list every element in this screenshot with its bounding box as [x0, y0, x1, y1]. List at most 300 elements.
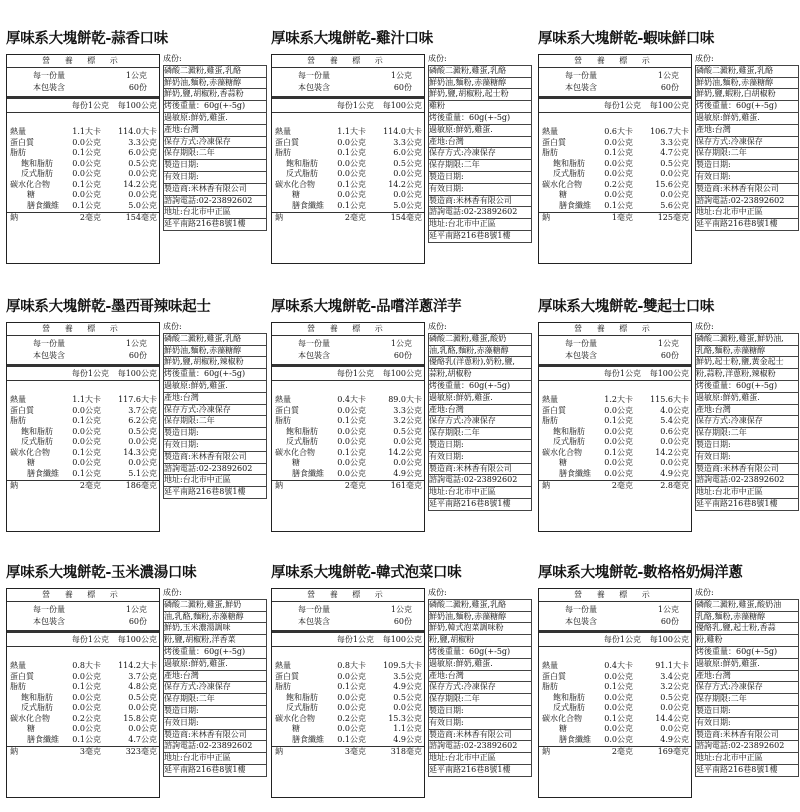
nutrient-name: 脂肪 — [542, 148, 558, 157]
column-header — [7, 99, 159, 113]
per-100g-header: 每100公克 — [649, 369, 689, 378]
ingredient-line: 保存方式:冷凍保存 — [428, 416, 532, 428]
serving-info — [539, 68, 691, 99]
per-100g-value: 89.0大卡 — [388, 395, 422, 404]
per-100g-value: 14.2公克 — [123, 179, 157, 189]
product-title: 厚味系大塊餅乾-品嚐洋蔥洋芋 — [271, 298, 462, 315]
per-serving-value: 1毫克 — [611, 213, 633, 222]
nutrient-row — [539, 672, 691, 683]
nutrient-row — [272, 469, 424, 480]
nutrient-row — [272, 159, 424, 170]
per-100g-header: 每100公克 — [382, 101, 422, 110]
ingredient-line: 鮮奶,鹽,胡椒粉,香蒜粉 — [163, 89, 267, 101]
ingredient-line: 過敏原:鮮奶,雞蛋. — [695, 393, 799, 405]
nutrient-name: 蛋白質 — [542, 671, 566, 681]
ingredient-line: 延平南路216巷8號1樓 — [163, 765, 267, 777]
ingredient-line: 製造商:米林香有限公司 — [163, 730, 267, 742]
nutrient-row — [539, 661, 691, 672]
serving-size-label: 每一份量 — [565, 605, 597, 614]
nutrient-name: 膳食纖維 — [292, 468, 324, 478]
per-100g-value: 114.0大卡 — [118, 127, 157, 136]
nutrient-name: 碳水化合物 — [10, 179, 50, 189]
serving-info — [272, 602, 424, 633]
ingredient-line: 磷酸二澱粉,雞蛋,乳酪 — [428, 599, 532, 612]
per-serving-value: 0.1公克 — [72, 682, 101, 691]
ingredient-line: 鮮奶,鹽,胡椒粉,起士粉 — [428, 89, 532, 101]
ingredient-line: 保存期限:二年 — [695, 694, 799, 706]
ingredient-line: 鮮奶油,麵粉,赤藻糖醇 — [428, 78, 532, 90]
per-100g-header: 每100公克 — [117, 369, 157, 378]
per-100g-value: 114.2大卡 — [118, 661, 157, 670]
servings-label: 本包裝含 — [565, 351, 597, 360]
per-100g-value: 5.0公克 — [128, 200, 157, 210]
servings-value: 60份 — [660, 617, 679, 626]
per-100g-value: 6.0公克 — [393, 148, 422, 157]
per-serving-value: 0.1公克 — [337, 200, 366, 210]
ingredient-line: 鮮奶油,麵粉,赤藻糖醇 — [428, 612, 532, 624]
ingredient-line: 保存期限:二年 — [695, 148, 799, 160]
servings-label: 本包裝含 — [565, 617, 597, 626]
per-100g-value: 0.6公克 — [660, 426, 689, 436]
ingredient-line: 諮詢電話:02-23892602 — [428, 741, 532, 753]
nutrient-name: 膳食纖維 — [292, 734, 324, 744]
nutrient-row — [539, 406, 691, 417]
nutrient-name: 膳食纖維 — [559, 468, 591, 478]
per-100g-value: 3.4公克 — [660, 671, 689, 681]
per-serving-value: 0.2公克 — [72, 713, 101, 723]
ingredient-line: 製造日期: — [428, 440, 532, 452]
nutrient-name: 蛋白質 — [10, 405, 34, 415]
ingredient-line: 鮮奶油,麵粉,赤藻糖醇 — [163, 78, 267, 90]
nutrient-name: 飽和脂肪 — [553, 692, 585, 702]
ingredient-line: 有效日期: — [163, 440, 267, 452]
per-serving-value: 0.1公克 — [604, 416, 633, 425]
ingredient-line: 製造日期: — [428, 706, 532, 718]
servings-value: 60份 — [660, 351, 679, 360]
nutrient-row — [539, 180, 691, 191]
ingredient-line: 成份: — [163, 588, 182, 597]
nutrient-name: 糖 — [559, 458, 567, 467]
per-100g-value: 0.5公克 — [128, 158, 157, 168]
ingredient-line: 製造日期: — [695, 160, 799, 172]
per-100g-value: 14.2公克 — [655, 447, 689, 457]
per-serving-value: 0.1公克 — [72, 200, 101, 210]
nutrient-name: 碳水化合物 — [542, 447, 582, 457]
nutrient-name: 熱量 — [275, 127, 291, 136]
ingredient-line: 烤後重量：60g(+-5g) — [163, 647, 267, 659]
nutrient-row — [272, 682, 424, 693]
nutrient-row — [272, 672, 424, 683]
product-card — [538, 296, 800, 546]
per-100g-value: 0.0公克 — [393, 437, 422, 446]
nutrient-name: 反式脂肪 — [553, 703, 585, 712]
per-100g-header: 每100公克 — [382, 635, 422, 644]
serving-size-label: 每一份量 — [33, 71, 65, 80]
ingredient-line: 粉,鹽,胡椒粉,洋香菜 — [163, 635, 267, 647]
nutrient-name: 鈉 — [275, 481, 283, 490]
nutrient-row — [7, 682, 159, 693]
per-100g-value: 4.9公克 — [660, 734, 689, 744]
per-100g-value: 3.2公克 — [393, 416, 422, 425]
nutrient-row — [272, 212, 424, 224]
nutrient-name: 膳食纖維 — [292, 200, 324, 210]
per-100g-value: 106.7大卡 — [650, 127, 689, 136]
column-header — [272, 633, 424, 647]
per-100g-value: 5.4公克 — [660, 416, 689, 425]
ingredient-line: 產地:台灣 — [163, 671, 267, 683]
nutrient-name: 膳食纖維 — [559, 734, 591, 744]
nutrient-row — [272, 703, 424, 714]
servings-value: 60份 — [393, 351, 412, 360]
per-serving-value: 0.0公克 — [337, 137, 366, 147]
ingredient-line: 產地:台灣 — [695, 125, 799, 137]
per-100g-value: 115.6大卡 — [650, 395, 689, 404]
per-100g-value: 15.3公克 — [388, 713, 422, 723]
nutrient-row — [272, 169, 424, 180]
per-100g-value: 0.5公克 — [128, 426, 157, 436]
ingredient-line: 諮詢電話:02-23892602 — [428, 475, 532, 487]
nutrient-name: 飽和脂肪 — [21, 158, 53, 168]
per-100g-value: 4.7公克 — [660, 148, 689, 157]
nutrient-row — [539, 437, 691, 448]
nutrient-row — [539, 693, 691, 704]
nutrient-row — [7, 169, 159, 180]
nutrient-row — [7, 180, 159, 191]
per-100g-value: 323毫克 — [125, 747, 157, 756]
per-100g-header: 每100公克 — [117, 101, 157, 110]
nutrient-name: 碳水化合物 — [10, 447, 50, 457]
ingredient-line: 有效日期: — [428, 184, 532, 196]
column-header — [272, 367, 424, 381]
per-serving-value: 0.0公克 — [604, 169, 633, 178]
servings-label: 本包裝含 — [565, 83, 597, 92]
serving-size-value: 1公克 — [390, 339, 412, 348]
ingredients-block — [695, 322, 799, 511]
per-100g-value: 14.4公克 — [655, 713, 689, 723]
per-serving-value: 0.4大卡 — [337, 395, 366, 404]
per-serving-value: 0.0公克 — [337, 158, 366, 168]
ingredients-block — [428, 588, 532, 777]
ingredient-line: 有效日期: — [163, 718, 267, 730]
serving-size-label: 每一份量 — [298, 71, 330, 80]
nutrient-name: 碳水化合物 — [10, 713, 50, 723]
nutrient-name: 糖 — [559, 724, 567, 733]
serving-size-label: 每一份量 — [33, 605, 65, 614]
product-title: 厚味系大塊餅乾-韓式泡菜口味 — [271, 564, 462, 581]
nutrient-name: 反式脂肪 — [21, 703, 53, 712]
nutrient-row — [539, 416, 691, 427]
nutrient-name: 脂肪 — [275, 148, 291, 157]
nutrient-name: 碳水化合物 — [542, 713, 582, 723]
per-100g-value: 5.1公克 — [128, 468, 157, 478]
nutrient-name: 飽和脂肪 — [286, 426, 318, 436]
column-header — [539, 633, 691, 647]
per-100g-value: 114.0大卡 — [383, 127, 422, 136]
ingredient-line: 油,乳酪,麵粉,赤藻糖醇 — [428, 346, 532, 358]
ingredient-line: 烤後重量：60g(+-5g) — [428, 381, 532, 393]
ingredient-line: 過敏原:鮮奶,雞蛋. — [163, 113, 267, 125]
nutrient-name: 反式脂肪 — [21, 169, 53, 178]
nutrient-name: 反式脂肪 — [553, 437, 585, 446]
serving-size-value: 1公克 — [390, 71, 412, 80]
nutrient-name: 熱量 — [542, 127, 558, 136]
nutrient-row — [539, 190, 691, 201]
ingredient-line: 製造商:米林香有限公司 — [428, 464, 532, 476]
ingredient-line: 延平南路216巷8號1樓 — [428, 231, 532, 243]
per-serving-value: 0.0公克 — [604, 158, 633, 168]
ingredient-line: 烤後重量：60g(+-5g) — [695, 381, 799, 393]
serving-info — [7, 602, 159, 633]
label-header: 營 養 標 示 — [539, 323, 691, 336]
nutrient-name: 鈉 — [275, 747, 283, 756]
serving-size-value: 1公克 — [390, 605, 412, 614]
per-serving-value: 0.4大卡 — [604, 661, 633, 670]
ingredient-line: 保存方式:冷凍保存 — [695, 137, 799, 149]
nutrient-row — [272, 427, 424, 438]
nutrient-name: 糖 — [292, 458, 300, 467]
nutrient-name: 鈉 — [275, 213, 283, 222]
ingredient-line: 成份: — [695, 322, 714, 331]
nutrient-row — [7, 201, 159, 212]
per-100g-value: 0.0公克 — [660, 437, 689, 446]
nutrient-name: 蛋白質 — [10, 671, 34, 681]
ingredient-line: 製造日期: — [163, 428, 267, 440]
ingredient-line: 產地:台灣 — [695, 405, 799, 417]
ingredient-line: 延平南路216巷8號1樓 — [428, 765, 532, 777]
ingredient-line: 過敏原:鮮奶,雞蛋. — [428, 125, 532, 137]
ingredients-block — [695, 54, 799, 231]
per-100g-value: 186毫克 — [125, 481, 157, 490]
ingredient-line: 烤後重量：60g(+-5g) — [428, 647, 532, 659]
nutrient-name: 脂肪 — [542, 416, 558, 425]
product-title: 厚味系大塊餅乾-玉米濃湯口味 — [6, 564, 197, 581]
per-serving-value: 0.0公克 — [72, 137, 101, 147]
per-serving-value: 0.0公克 — [604, 468, 633, 478]
per-100g-value: 15.6公克 — [655, 179, 689, 189]
ingredient-line: 過敏原:鮮奶,雞蛋. — [695, 659, 799, 671]
per-serving-value: 0.0公克 — [337, 437, 366, 446]
ingredient-line: 乳酪,麵粉,赤藻糖醇 — [695, 346, 799, 358]
ingredient-line: 產地:台灣 — [428, 405, 532, 417]
ingredient-line: 過敏原:鮮奶,雞蛋. — [163, 659, 267, 671]
product-card — [271, 296, 533, 546]
ingredient-line: 製造商:米林香有限公司 — [428, 730, 532, 742]
nutrient-name: 鈉 — [542, 747, 550, 756]
nutrient-row — [7, 448, 159, 459]
nutrient-row — [272, 180, 424, 191]
nutrient-name: 飽和脂肪 — [21, 426, 53, 436]
per-serving-value: 0.0公克 — [72, 703, 101, 712]
column-header — [539, 367, 691, 381]
product-card — [271, 562, 533, 812]
ingredient-line: 過敏原:鮮奶,雞蛋. — [428, 393, 532, 405]
ingredient-line: 保存方式:冷凍保存 — [428, 148, 532, 160]
nutrition-facts-table — [538, 588, 692, 798]
per-100g-value: 3.3公克 — [393, 137, 422, 147]
nutrient-name: 蛋白質 — [275, 671, 299, 681]
nutrient-row — [539, 714, 691, 725]
per-100g-value: 5.6公克 — [660, 200, 689, 210]
ingredient-line: 產地:台灣 — [163, 393, 267, 405]
ingredient-line: 地址:台北市中正區 — [163, 475, 267, 487]
nutrient-row — [539, 148, 691, 159]
nutrient-row — [539, 480, 691, 492]
serving-size-label: 每一份量 — [33, 339, 65, 348]
per-serving-value: 0.0公克 — [72, 169, 101, 178]
column-header — [272, 99, 424, 113]
servings-label: 本包裝含 — [33, 617, 65, 626]
label-header: 營 養 標 示 — [539, 589, 691, 602]
ingredient-line: 延平南路216巷8號1樓 — [163, 219, 267, 231]
ingredient-line: 製造商:米林香有限公司 — [695, 730, 799, 742]
per-serving-value: 2毫克 — [344, 213, 366, 222]
ingredients-block — [163, 54, 267, 231]
nutrient-row — [7, 458, 159, 469]
per-100g-value: 109.5大卡 — [383, 661, 422, 670]
per-serving-header: 每份1公克 — [71, 635, 109, 644]
ingredient-line: 地址:台北市中正區 — [428, 487, 532, 499]
per-serving-value: 0.0公克 — [337, 405, 366, 415]
serving-size-label: 每一份量 — [298, 605, 330, 614]
per-serving-value: 2毫克 — [79, 213, 101, 222]
product-card — [538, 562, 800, 812]
ingredient-line: 產地:台灣 — [428, 137, 532, 149]
ingredient-line: 保存方式:冷凍保存 — [428, 682, 532, 694]
serving-info — [7, 68, 159, 99]
nutrient-row — [539, 469, 691, 480]
servings-value: 60份 — [660, 83, 679, 92]
ingredient-line: 過敏原:鮮奶,雞蛋. — [428, 659, 532, 671]
per-serving-value: 3毫克 — [79, 747, 101, 756]
per-serving-value: 0.0公克 — [604, 724, 633, 733]
ingredient-line: 諮詢電話:02-23892602 — [163, 741, 267, 753]
nutrient-row — [7, 724, 159, 735]
per-serving-value: 0.1公克 — [337, 682, 366, 691]
label-header: 營 養 標 示 — [7, 323, 159, 336]
ingredient-line: 烤後重量：60g(+-5g) — [163, 369, 267, 381]
ingredient-line: 諮詢電話:02-23892602 — [695, 741, 799, 753]
ingredient-line: 優酪乳(洋蔥粉),奶粉,鹽, — [428, 357, 532, 369]
ingredient-line: 諮詢電話:02-23892602 — [163, 464, 267, 476]
per-100g-value: 4.9公克 — [393, 468, 422, 478]
ingredient-line: 過敏原:鮮奶,雞蛋. — [163, 381, 267, 393]
per-serving-value: 0.0公克 — [337, 671, 366, 681]
per-100g-value: 0.0公克 — [660, 190, 689, 199]
per-serving-value: 0.1公克 — [72, 468, 101, 478]
servings-value: 60份 — [128, 83, 147, 92]
ingredient-line: 地址:台北市中正區 — [695, 207, 799, 219]
nutrient-name: 蛋白質 — [275, 405, 299, 415]
nutrition-facts-table — [6, 588, 160, 798]
per-100g-value: 0.0公克 — [128, 703, 157, 712]
ingredient-line: 磷酸二澱粉,雞蛋,乳酪 — [163, 65, 267, 78]
nutrient-name: 膳食纖維 — [559, 200, 591, 210]
per-serving-value: 2毫克 — [611, 481, 633, 490]
per-100g-header: 每100公克 — [649, 101, 689, 110]
ingredient-line: 烤後重量：60g(+-5g) — [428, 113, 532, 125]
nutrient-row — [272, 661, 424, 672]
per-serving-value: 0.1公克 — [337, 148, 366, 157]
product-title: 厚味系大塊餅乾-蒜香口味 — [6, 30, 168, 47]
nutrient-name: 熱量 — [10, 395, 26, 404]
nutrient-name: 脂肪 — [275, 416, 291, 425]
per-100g-value: 0.0公克 — [393, 703, 422, 712]
servings-label: 本包裝含 — [298, 83, 330, 92]
nutrient-row — [7, 746, 159, 758]
per-serving-value: 3毫克 — [344, 747, 366, 756]
per-100g-value: 4.8公克 — [128, 682, 157, 691]
nutrient-row — [272, 138, 424, 149]
nutrient-row — [7, 735, 159, 746]
ingredient-line: 烤後重量：60g(+-5g) — [695, 647, 799, 659]
nutrient-row — [7, 661, 159, 672]
per-100g-value: 15.8公克 — [123, 713, 157, 723]
ingredient-line: 粉,蒜粉,洋蔥粉,辣椒粉 — [695, 369, 799, 381]
nutrient-name: 鈉 — [10, 481, 18, 490]
per-100g-value: 161毫克 — [390, 481, 422, 490]
ingredient-line: 保存期限:二年 — [428, 160, 532, 172]
nutrient-name: 熱量 — [542, 661, 558, 670]
per-100g-value: 0.0公克 — [660, 703, 689, 712]
per-100g-value: 0.0公克 — [660, 724, 689, 733]
per-serving-value: 0.0公克 — [604, 437, 633, 446]
ingredient-line: 成份: — [695, 54, 714, 63]
product-title: 厚味系大塊餅乾-蝦味鮮口味 — [538, 30, 715, 47]
ingredient-line: 諮詢電話:02-23892602 — [428, 207, 532, 219]
nutrient-name: 脂肪 — [10, 416, 26, 425]
nutrient-name: 蛋白質 — [275, 137, 299, 147]
nutrient-row — [272, 148, 424, 159]
per-serving-value: 1.1大卡 — [72, 127, 101, 136]
per-serving-value: 0.0公克 — [337, 724, 366, 733]
nutrient-name: 脂肪 — [10, 682, 26, 691]
nutrient-name: 飽和脂肪 — [21, 692, 53, 702]
nutrient-name: 蛋白質 — [542, 137, 566, 147]
per-serving-value: 1.1大卡 — [72, 395, 101, 404]
nutrient-row — [272, 395, 424, 406]
nutrient-row — [539, 703, 691, 714]
nutrition-facts-table — [271, 322, 425, 532]
label-header: 營 養 標 示 — [539, 55, 691, 68]
per-100g-value: 0.0公克 — [128, 458, 157, 467]
product-title: 厚味系大塊餅乾-雞汁口味 — [271, 30, 433, 47]
per-100g-value: 91.1大卡 — [655, 661, 689, 670]
label-header: 營 養 標 示 — [7, 589, 159, 602]
nutrient-name: 反式脂肪 — [553, 169, 585, 178]
ingredients-block — [163, 322, 267, 499]
nutrient-name: 熱量 — [275, 395, 291, 404]
per-100g-header: 每100公克 — [382, 369, 422, 378]
nutrient-name: 脂肪 — [275, 682, 291, 691]
per-serving-value: 0.1公克 — [604, 682, 633, 691]
ingredient-line: 延平南路216巷8號1樓 — [695, 499, 799, 511]
per-serving-value: 0.0公克 — [337, 426, 366, 436]
per-serving-value: 0.1公克 — [337, 734, 366, 744]
ingredient-line: 保存方式:冷凍保存 — [163, 137, 267, 149]
ingredient-line: 鮮奶,鹽,胡椒粉,辣椒粉 — [163, 357, 267, 369]
per-serving-header: 每份1公克 — [603, 369, 641, 378]
ingredients-block — [695, 588, 799, 777]
nutrient-row — [539, 458, 691, 469]
per-serving-value: 0.0公克 — [604, 703, 633, 712]
per-serving-value: 0.1公克 — [72, 148, 101, 157]
per-serving-value: 0.0公克 — [72, 692, 101, 702]
nutrition-facts-table — [538, 322, 692, 532]
ingredient-line: 延平南路216巷8號1樓 — [163, 487, 267, 499]
per-100g-header: 每100公克 — [649, 635, 689, 644]
nutrient-row — [7, 127, 159, 138]
ingredient-line: 製造商:米林香有限公司 — [695, 184, 799, 196]
